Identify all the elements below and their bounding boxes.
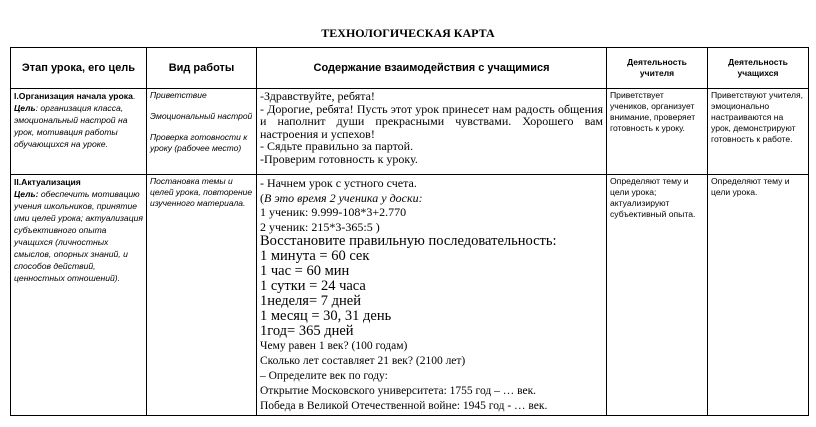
content-line: 1 сутки = 24 часа [260,278,366,294]
table-row [11,175,809,416]
header-stage: Этап урока, его цель [11,48,147,89]
content-line: -Здравствуйте, ребята! [260,89,375,103]
table-row [11,89,809,175]
content-line: - Начнем урок с устного счета. [260,176,417,190]
work-type-cell [147,89,257,175]
goal-label: Цель [14,103,36,113]
content-line: – Определите век по году: [260,370,388,382]
page-title: ТЕХНОЛОГИЧЕСКАЯ КАРТА [321,26,495,40]
student-activity-cell: Определяют тему и цели урока. [708,175,809,416]
content-line: 2 ученик: 215*3-365:5 ) [260,219,380,234]
stage-name: I.Организация начала урока [14,91,133,101]
content-line: -Проверим готовность к уроку. [260,151,418,166]
stage-name: II.Актуализация [14,177,81,187]
content-line: Чему равен 1 век? (100 годам) [260,340,408,352]
content-line: Сколько лет составляет 21 век? (2100 лет) [260,355,466,367]
content-line: 1 минута = 60 сек [260,248,370,264]
content-line: 1 ученик: 9.999-108*3+2.770 [260,205,407,219]
content-line: 1 час = 60 мин [260,263,350,279]
content-cell [257,175,607,416]
header-work-type: Вид работы [147,48,257,89]
content-line: Победа в Великой Отечественной войне: 1945 год - … век. [260,400,548,412]
content-line: 1неделя= 7 дней [260,293,361,309]
technological-card-table [10,47,809,416]
content-line: - Сядьте правильно за партой. [260,139,414,153]
stage-cell [11,175,147,416]
goal-text: обеспечить мотивацию учения школьников, принятие ими целей урока; актуализация субъективного опыта учащихся (личностных смыслов, опорных знаний, и способов действий, ценностных отношений). [14,189,143,283]
content-line-prefix: ( [260,190,264,205]
table-header-row [11,48,809,89]
content-line: 1 месяц = 30, 31 день [260,308,392,324]
teacher-activity-cell: Приветствует учеников, организует внимание, проверяет готовность к уроку. [607,89,708,175]
content-line: 1год= 365 дней [260,323,354,339]
work-item: Эмоциональный настрой [150,111,253,121]
work-item: Приветствие [150,90,207,100]
content-cell [257,89,607,175]
content-line: - Дорогие, ребята! Пусть этот урок принесет нам радость общения и наполнит души прекрасными чувствами. Хорошего вам настроения и успехов! [260,101,603,141]
header-teacher-activity: Деятельность учителя [607,48,708,89]
header-content: Содержание взаимодействия с учащимися [257,48,607,89]
work-type-cell: Постановка темы и целей урока, повторение изученного материала. [147,175,257,416]
goal-label: Цель: [14,189,39,199]
work-item: Проверка готовности к уроку (рабочее место) [150,132,248,153]
stage-cell [11,89,147,175]
header-student-activity: Деятельность учащихся [708,48,809,89]
teacher-activity-cell: Определяют тему и цели урока; актуализируют субъективный опыта. [607,175,708,416]
content-line: Открытие Московского университета: 1755 год – … век. [260,385,537,397]
goal-text: : организация класса, эмоциональный настрой на урок, мотивация работы обучающихся на уроке. [14,103,128,149]
content-line: Восстановите правильную последовательность: [260,233,557,249]
student-activity-cell: Приветствуют учителя, эмоционально настраиваются на урок, демонстрируют готовность к работе. [708,89,809,175]
content-line-italic: В это время 2 ученика у доски: [264,190,423,205]
content-line [260,191,603,206]
stage-name-tail: . [132,91,136,101]
